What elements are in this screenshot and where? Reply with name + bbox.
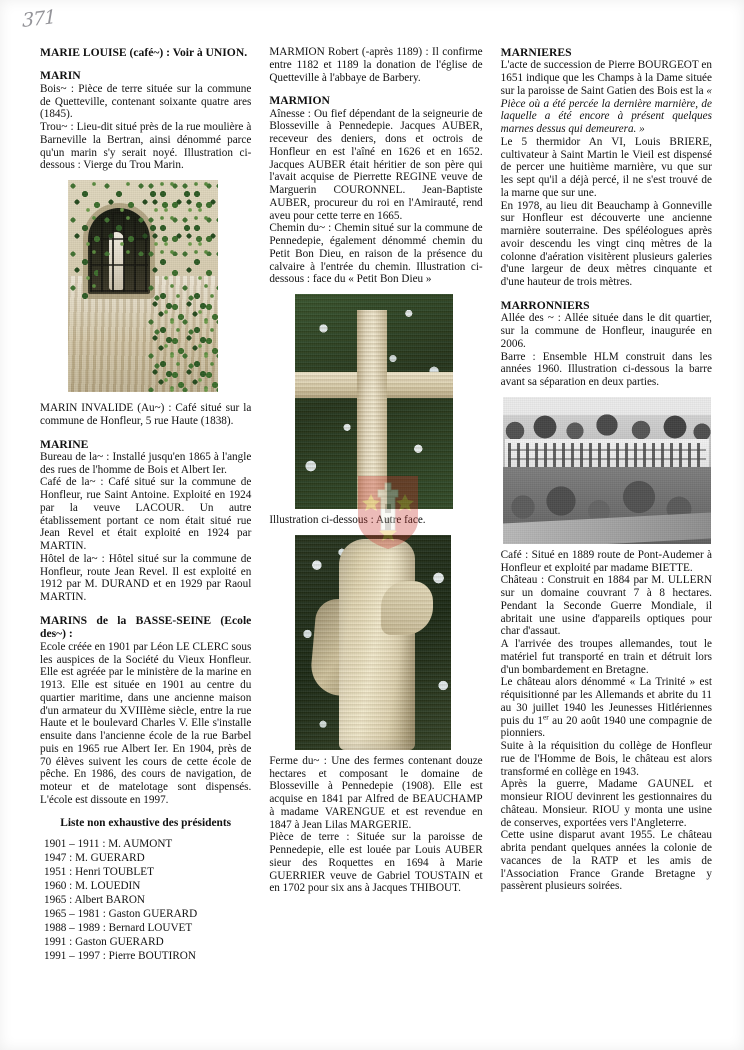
presidents-list <box>44 837 251 963</box>
chateau-3-text-a: Le château alors dénommé « La Trinité » est réquisitionné par les Allemands et abrite du 11 au 30 juillet 1940 les Jeunesses Hitlériennes puis du 1 <box>500 676 712 727</box>
entry-marin-trou: Trou~ : Lieu-dit situé près de la rue moulière à Barneville la Bertran, ainsi dénommé parce qu'un marin s'y serait noyé. Illustration ci-dessous : Vierge du Trou Marin. <box>40 121 252 172</box>
column-middle <box>269 46 482 1016</box>
marnieres-quote: « Pièce où a été percée la dernière marnière, de laquelle a été encore à présent quelques marnes dessus qui demeurera. » <box>500 84 712 136</box>
list-item: 1991 : Gaston GUERARD <box>44 936 164 949</box>
photo-texture <box>295 294 453 509</box>
entry-marronniers-chateau-1: Château : Construit en 1884 par M. ULLERN sur un domaine couvrant 7 à 8 hectares. Pendant la Seconde Guerre Mondiale, il abritait une usine d'appareils optiques pour char d'assaut. <box>500 574 712 638</box>
entry-marin-bois: Bois~ : Pièce de terre située sur la commune de Quetteville, contenant soixante quatre ares (1845). <box>40 82 252 121</box>
entry-marronniers-cafe: Café : Situé en 1889 route de Pont-Audemer à Honfleur et exploité par madame BIETTE. <box>500 548 712 574</box>
entry-marins-basse-seine-body: Ecole créée en 1901 par Léon LE CLERC sous les auspices de la Société du Vieux Honfleur. Elle est agréée par le ministère de la marine en 1913. Elle est située en 1901 au centre du quartier maritime, dans une ancienne maison d'un armateur du XVIIIème siècle, entre la rue Haute et le boulevard Charles V. Elle s'installe ensuite dans l'ancienne école de la rue Barbel puis en 1965 rue Albert Ier. En 1904, près de 70 élèves suivent les cours de cette école de pêche. En 1986, des cours de navigation, de moteur et de matelotage sont dispensés. L'école est dissoute en 1997. <box>40 640 252 806</box>
entry-marmion-piece-de-terre: Pièce de terre : Située sur la paroisse de Pennedepie, elle est louée par Louis AUBER sieur des Roquettes en 1694 à Marie GUERRIER veuve de Gabriel TOUSTAIN et en 1702 pour six ans à Jacques THIBOUT. <box>269 831 483 895</box>
building-windows <box>508 443 706 469</box>
entry-marine-hotel: Hôtel de la~ : Hôtel situé sur la commune de Honfleur, route Jean Revel. Il est exploité en 1912 par M. DURAND et en 1929 par Raoul MARTIN. <box>40 552 252 604</box>
pencil-folio-number: 371 <box>21 5 56 33</box>
entry-marnieres-paragraph-3: En 1978, au lieu dit Beauchamp à Gonneville sur Honfleur est découverte une ancienne marnière souterraine. Des spéléologues après avoir descendu les vingt cinq mètres de la colonne d'aération visitèrent plusieurs galeries d'une largeur de deux mètres cinquante et d'une hauteur de trois mètres. <box>500 199 712 289</box>
photo-texture <box>295 535 451 750</box>
ordinal-superscript: er <box>542 711 549 721</box>
entry-heading-marin: MARIN <box>40 69 81 83</box>
entry-marmion-chemin: Chemin du~ : Chemin situé sur la commune de Pennedepie, également dénommé chemin du Petit Bon Dieu, en raison de la présence du calvaire à l'entrée du chemin. Illustration ci-dessous : face du « Petit Bon Dieu » <box>269 222 483 286</box>
photo-calvaire-petit-bon-dieu <box>295 294 453 509</box>
entry-marronniers-chateau-5: Après la guerre, Madame GAUNEL et monsieur RIOU devinrent les gestionnaires du château. Monsieur. RIOU y monta une usine de conserves, exportées vers l'Angleterre. <box>500 778 712 829</box>
entry-marmion-robert: MARMION Robert (-après 1189) : Il confirme entre 1182 et 1189 la donation de l'église de Quetteville à l'abbaye de Barbery. <box>269 46 483 84</box>
entry-heading-marronniers: MARRONNIERS <box>500 298 590 312</box>
photo-barre-hlm-marronniers <box>503 397 711 544</box>
entry-marnieres-paragraph-2: Le 5 thermidor An VI, Louis BRIERE, cultivateur à Saint Martin le Vieil est dispensé de percer une huitième marnière, vu que sur les sept qu'il a déjà percé, il ne s'est trouvé de la marne que sur une. <box>500 135 712 199</box>
list-item: 1947 : M. GUERARD <box>44 852 145 865</box>
entry-marronniers-chateau-6: Cette usine disparut avant 1955. Le château abrita pendant quelques années la colonie de vacances de la RATP et les amis de l'Association France Grande Bretagne y passèrent plusieurs soirées. <box>500 829 712 893</box>
entry-heading-marine: MARINE <box>40 437 89 451</box>
column-left <box>40 46 251 1016</box>
entry-marronniers-chateau-4: Suite à la réquisition du collège de Honfleur rue de l'Homme de Bois, le château est alors transformé en collège en 1943. <box>500 740 712 778</box>
ivy-foliage-left <box>68 180 98 300</box>
photo-calvaire-autre-face <box>295 535 451 750</box>
entry-marnieres-paragraph-1 <box>501 59 712 136</box>
chateau-3-text-b: au 20 août 1940 une compagnie de pionniers. <box>500 714 712 740</box>
list-item: 1965 : Albert BARON <box>44 894 145 907</box>
entry-marine-bureau: Bureau de la~ : Installé jusqu'en 1865 à l'angle des rues de l'homme de Bois et Albert Ier. <box>40 450 252 476</box>
list-item: 1960 : M. LOUEDIN <box>44 880 141 893</box>
marnieres-text-intro: L'acte de succession de Pierre BOURGEOT en 1651 indique que les Champs à la Dame située sur la paroisse de Saint Gatien des Bois est la <box>500 59 712 97</box>
entry-marine-cafe: Café de la~ : Café situé sur la commune de Honfleur, rue Saint Antoine. Exploité en 1924 par la veuve LACOUR. Un autre établissement portant ce nom était situé rue Jean Revel et était exploité en 1924 par MARTIN. <box>40 476 252 553</box>
entry-marmion-ainesse: Aînesse : Ou fief dépendant de la seigneurie de Blosseville à Pennedepie. Jacques AUBER, receveur des deniers, dons et octrois de Honfleur en est l'aîné en 1626 et en 1652. Jacques AUBER était héritier de son père qui l'avait acquise de Pierrette REGINE veuve de Marguerin COURONNEL. Jean-Baptiste AUBER, procureur du roi en l'Amirauté, rend aveu pour cette terre en 1665. <box>269 107 483 222</box>
list-item: 1901 – 1911 : M. AUMONT <box>44 838 173 851</box>
caption-autre-face: Illustration ci-dessous : Autre face. <box>269 514 426 527</box>
presidents-list-title: Liste non exhaustive des présidents <box>60 816 232 829</box>
entry-heading-marmion: MARMION <box>269 94 330 108</box>
photo-vierge-du-trou-marin <box>68 180 218 392</box>
entry-marie-louise: MARIE LOUISE (café~) : Voir à UNION. <box>40 46 248 59</box>
entry-marin-invalide: MARIN INVALIDE (Au~) : Café situé sur la commune de Honfleur, 5 rue Haute (1838). <box>40 402 252 427</box>
entry-marronniers-chateau-2: A l'arrivée des troupes allemandes, tout le matériel fut transporté en train et détruit lors d'un bombardement en Bretagne. <box>500 638 712 676</box>
column-right <box>501 46 712 1016</box>
list-item: 1988 – 1989 : Bernard LOUVET <box>44 922 193 935</box>
list-item: 1965 – 1981 : Gaston GUERARD <box>44 908 198 921</box>
three-column-layout <box>40 46 712 1016</box>
entry-heading-marins-basse-seine: MARINS de la BASSE-SEINE (Ecole des~) : <box>40 613 252 641</box>
list-item: 1991 – 1997 : Pierre BOUTIRON <box>44 950 196 963</box>
tree-line <box>503 403 711 439</box>
entry-heading-marnieres: MARNIERES <box>500 46 572 59</box>
entry-marronniers-chateau-3 <box>501 676 712 740</box>
ivy-foliage-bottom-right <box>152 292 218 392</box>
list-item: 1951 : Henri TOUBLET <box>44 866 154 879</box>
entry-marmion-ferme: Ferme du~ : Une des fermes contenant douze hectares et composant le domaine de Blosseville à Pennedepie (1908). Elle est acquise en 1841 par Alfred de BEAUCHAMP à madame VARENGUE et est revendue en 1847 à Jean Lilas MARGERIE. <box>269 754 483 831</box>
entry-marronniers-allee: Allée des ~ : Allée située dans le dit quartier, sur la commune de Honfleur, inaugurée en 2006. <box>500 312 712 350</box>
entry-marronniers-barre: Barre : Ensemble HLM construit dans les années 1960. Illustration ci-dessous la barre avant sa séparation en deux parties. <box>500 350 712 389</box>
